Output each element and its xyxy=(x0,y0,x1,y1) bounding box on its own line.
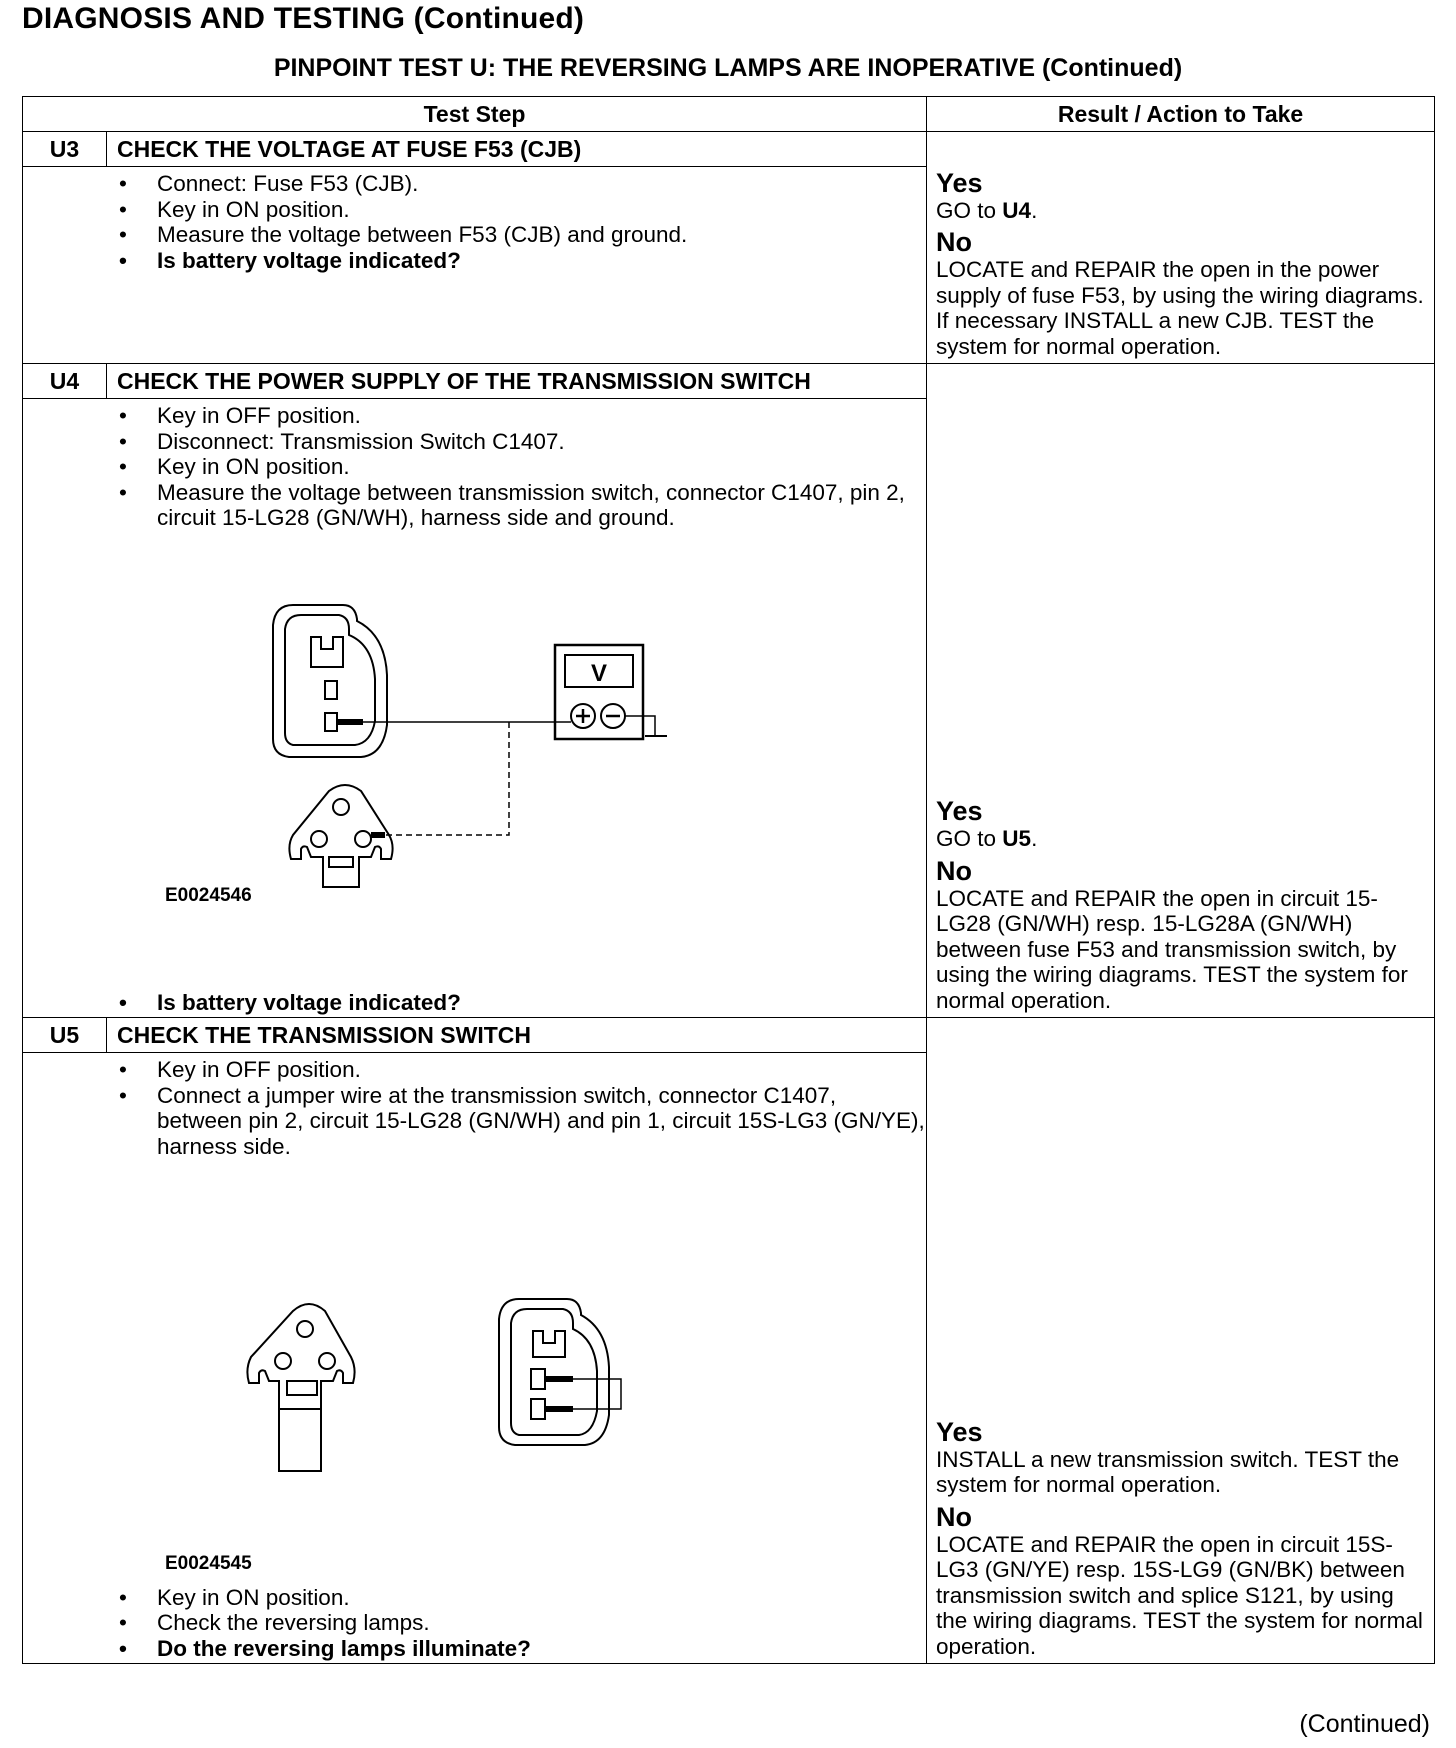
step-body-u3 xyxy=(23,167,927,364)
list-item: • Connect: Fuse F53 (CJB). xyxy=(119,171,419,196)
column-header-test-step: Test Step xyxy=(23,97,927,132)
step-title-u5: CHECK THE TRANSMISSION SWITCH xyxy=(107,1018,927,1053)
connector-rear-icon xyxy=(289,785,392,887)
step-title-u3: CHECK THE VOLTAGE AT FUSE F53 (CJB) xyxy=(107,132,927,167)
voltmeter-icon xyxy=(555,645,643,739)
list-item: • Key in ON position. xyxy=(119,1584,350,1610)
list-item: • Key in ON position. xyxy=(119,454,350,479)
result-u5 xyxy=(936,1417,1428,1660)
step-body-u5 xyxy=(23,1053,927,1664)
list-item: • Check the reversing lamps. xyxy=(119,1610,430,1635)
result-cell-u4 xyxy=(927,364,1435,1018)
result-u3 xyxy=(936,168,1428,360)
yes-action: INSTALL a new transmission switch. TEST the system for normal operation. xyxy=(936,1446,1400,1497)
pinpoint-test-table xyxy=(22,96,1435,1664)
yes-action: GO to U5. xyxy=(936,826,1038,851)
step-link-u5[interactable]: U5 xyxy=(1002,826,1032,851)
step-link-u4[interactable]: U4 xyxy=(1002,197,1032,223)
yes-action: GO to U4. xyxy=(936,197,1038,223)
no-action: LOCATE and REPAIR the open in circuit 15-LG28 (GN/WH) resp. 15-LG28A (GN/WH) between fuse F53 and transmission switch, by using the wiring diagrams. TEST the system for normal operation. xyxy=(936,885,1408,1013)
list-item: • Key in OFF position. xyxy=(119,1057,361,1082)
jumper-wire-diagram xyxy=(243,1291,703,1531)
list-item: • Is battery voltage indicated? xyxy=(119,247,461,273)
list-item: • Key in OFF position. xyxy=(119,403,361,428)
yes-label: Yes xyxy=(936,1416,983,1447)
meter-label: V xyxy=(590,660,608,687)
list-item: • Is battery voltage indicated? xyxy=(119,989,461,1015)
no-action: LOCATE and REPAIR the open in circuit 15S-LG3 (GN/YE) resp. 15S-LG9 (GN/BK) between transmission switch and splice S121, by using the wiring diagrams. TEST the system for normal operation. xyxy=(936,1531,1423,1659)
result-u4 xyxy=(936,796,1428,1013)
list-item: • Key in ON position. xyxy=(119,196,350,222)
result-cell-u3 xyxy=(927,132,1435,364)
yes-label: Yes xyxy=(936,796,983,826)
no-label: No xyxy=(936,855,973,886)
connector-front-icon xyxy=(499,1299,609,1445)
column-header-result: Result / Action to Take xyxy=(927,97,1435,132)
voltage-measurement-diagram xyxy=(263,595,763,915)
continued-note: (Continued) xyxy=(1299,1710,1430,1738)
connector-rear-icon xyxy=(247,1304,354,1471)
list-item: • Connect a jumper wire at the transmission switch, connector C1407, between pin 2, circuit 15-LG28 (GN/WH) and pin 1, circuit 15S-LG3 (GN/YE), harness side. xyxy=(119,1082,925,1159)
result-cell-u5 xyxy=(927,1018,1435,1664)
step-body-u4 xyxy=(23,399,927,1018)
no-label: No xyxy=(936,227,973,257)
step-id-u3: U3 xyxy=(23,132,107,167)
step-id-u5: U5 xyxy=(23,1018,107,1053)
list-item: • Measure the voltage between F53 (CJB) and ground. xyxy=(119,222,688,247)
connector-front-icon xyxy=(273,605,387,757)
list-item: • Do the reversing lamps illuminate? xyxy=(119,1635,531,1661)
no-label: No xyxy=(936,1501,973,1532)
yes-label: Yes xyxy=(936,167,983,198)
step-id-u4: U4 xyxy=(23,364,107,399)
step-title-u4: CHECK THE POWER SUPPLY OF THE TRANSMISSION SWITCH xyxy=(107,364,927,399)
figure-id: E0024546 xyxy=(165,885,252,906)
test-leads xyxy=(363,716,667,835)
no-action: LOCATE and REPAIR the open in the power supply of fuse F53, by using the wiring diagrams. If necessary INSTALL a new CJB. TEST the system for normal operation. xyxy=(936,257,1424,359)
pinpoint-test-title: PINPOINT TEST U: THE REVERSING LAMPS ARE INOPERATIVE (Continued) xyxy=(273,54,1183,82)
figure-id: E0024545 xyxy=(165,1553,252,1574)
list-item: • Disconnect: Transmission Switch C1407. xyxy=(119,428,565,454)
list-item: • Measure the voltage between transmission switch, connector C1407, pin 2, circuit 15-LG28 (GN/WH), harness side and ground. xyxy=(119,479,905,530)
page-title: DIAGNOSIS AND TESTING (Continued) xyxy=(22,2,585,35)
